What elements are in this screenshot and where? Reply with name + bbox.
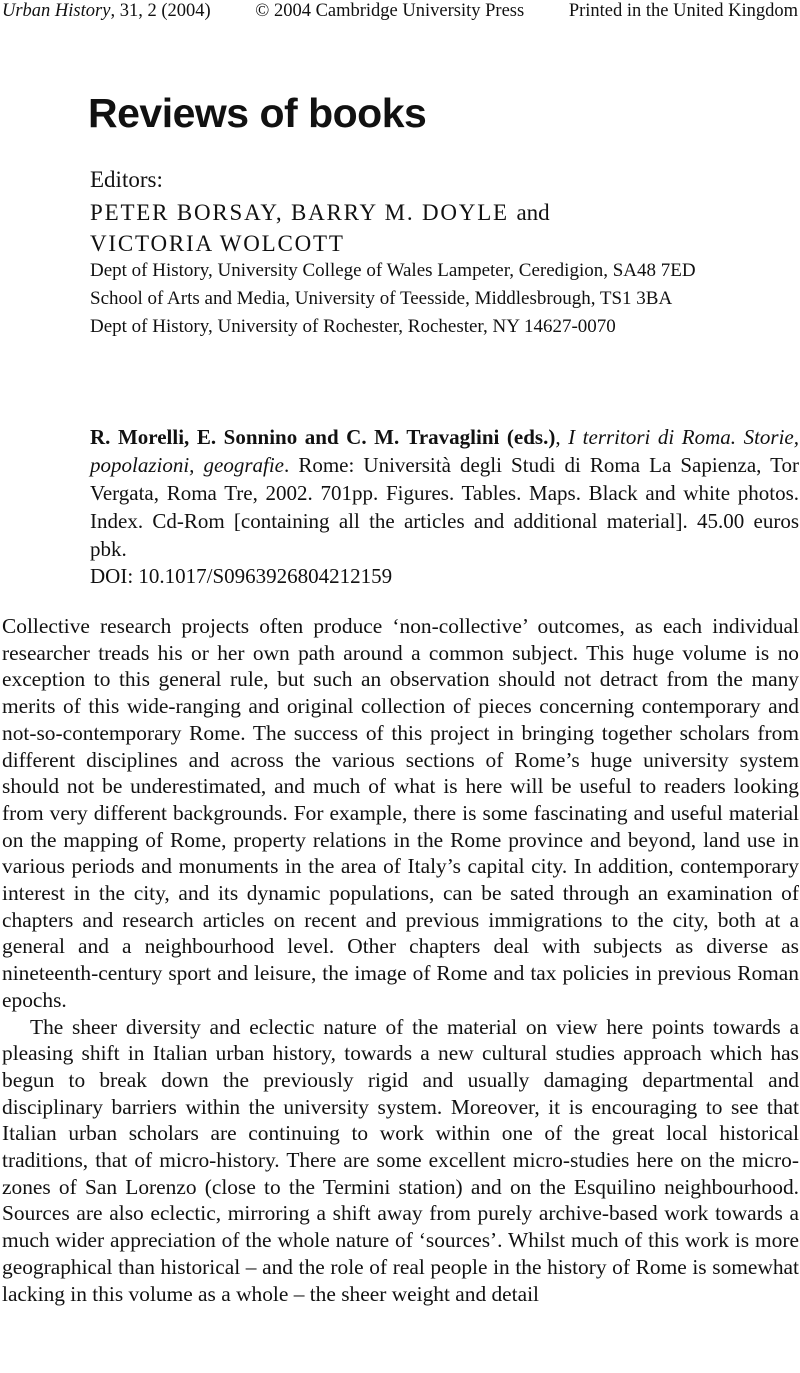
page-title: Reviews of books [88,90,427,136]
affiliation-line: Dept of History, University College of Wales Lampeter, Ceredigion, SA48 7ED [90,260,696,281]
book-title: I territori di Roma. Storie, popolazioni, geografie [90,425,799,477]
journal-name: Urban History [2,1,111,21]
affiliation-line: Dept of History, University of Rochester, Rochester, NY 14627-0070 [90,316,616,337]
printed-notice: Printed in the United Kingdom [568,1,798,21]
review-paragraph: The sheer diversity and eclectic nature of the material on view here points towards a pleasing shift in Italian urban history, towards a new cultural studies approach which has begun to break down the previously rigid and usually damaging departmental and disciplinary barriers within the university system. Moreover, it is encouraging to see that Italian urban scholars are continuing to work within one of the great local historical traditions, that of micro-history. There are some excellent micro-studies here on the micro-zones of San Lorenzo (close to the Termini station) and on the Esquilino neighbourhood. Sources are also eclectic, mirroring a shift away from purely archive-based work towards a much wider appreciation of the whole nature of ‘sources’. Whilst much of this work is more geographical than historical – and the role of real people in the history of Rome is somewhat lacking in this volume as a whole – the sheer weight and detail [2,1014,799,1306]
book-citation [90,423,799,563]
copyright-notice: © 2004 Cambridge University Press [255,1,525,21]
doi: DOI: 10.1017/S0963926804212159 [90,564,393,588]
review-body [2,613,799,1307]
book-authors: R. Morelli, E. Sonnino and C. M. Travaglini (eds.) [90,425,556,449]
editor-names-line2: VICTORIA WOLCOTT [90,231,345,256]
review-paragraph: Collective research projects often produce ‘non-collective’ outcomes, as each individual researcher treads his or her own path around a common subject. This huge volume is no exception to this general rule, but such an observation should not detract from the many merits of this wide-ranging and original collection of pieces concerning contemporary and not-so-contemporary Rome. The success of this project in bringing together scholars from different disciplines and across the various sections of Rome’s huge university system should not be underestimated, and much of what is here will be useful to readers looking from very different backgrounds. For example, there is some fascinating and useful material on the mapping of Rome, property relations in the Rome province and beyond, land use in various periods and monuments in the area of Italy’s capital city. In addition, contemporary interest in the city, and its dynamic populations, can be sated through an examination of chapters and research articles on recent and previous immigrations to the city, both at a general and a neighbourhood level. Other chapters deal with subjects as diverse as nineteenth-century sport and leisure, the image of Rome and tax policies in previous Roman epochs. [2,614,799,1012]
journal-citation [2,0,211,22]
publication-details: . Rome: Università degli Studi di Roma La Sapienza, Tor Vergata, Roma Tre, 2002. 701pp. Figures. Tables. Maps. Black and white photos. Index. Cd-Rom [containing all the articles and additional material]. 45.00 euros pbk. [90,453,799,561]
editor-affiliations [90,257,696,341]
affiliation-line: School of Arts and Media, University of Teesside, Middlesbrough, TS1 3BA [90,288,673,309]
editors-label: Editors: [90,167,163,192]
running-head [2,0,798,22]
citation-separator: , [555,425,569,449]
editor-names [90,197,690,259]
volume-issue: , 31, 2 (2004) [110,1,211,21]
editor-names-line1: PETER BORSAY, BARRY M. DOYLE [90,200,509,225]
editor-names-and: and [516,200,550,225]
